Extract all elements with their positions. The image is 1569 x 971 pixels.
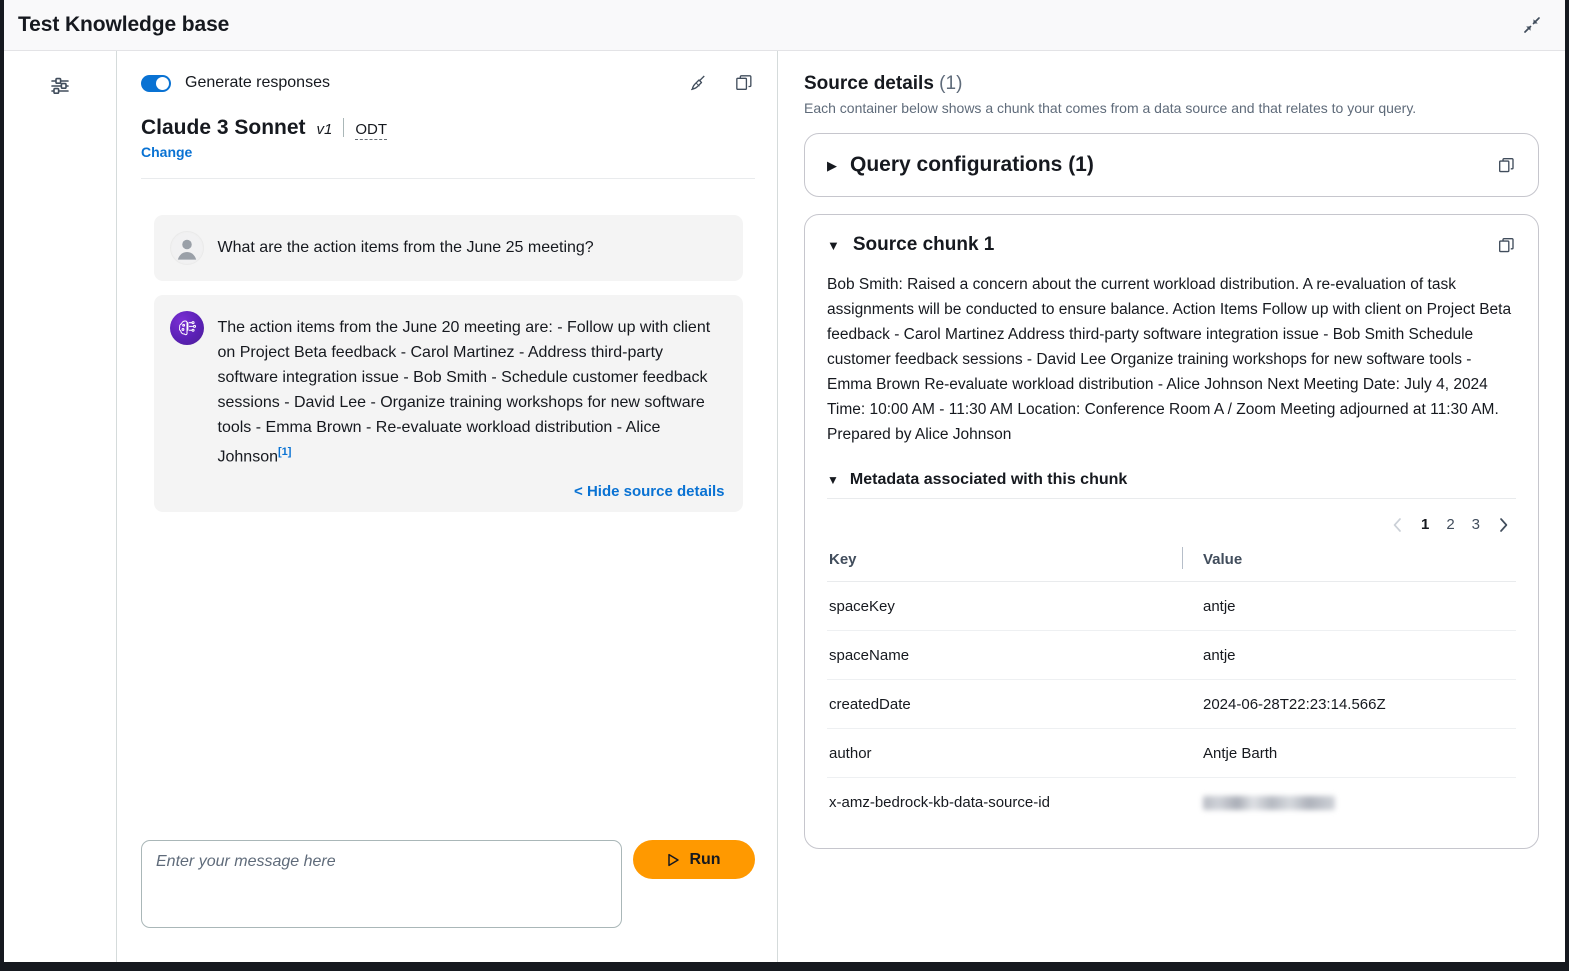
metadata-key: x-amz-bedrock-kb-data-source-id bbox=[829, 794, 1050, 811]
message-input[interactable] bbox=[141, 840, 622, 928]
page-title: Test Knowledge base bbox=[18, 13, 230, 36]
chat-header bbox=[141, 51, 755, 179]
hide-source-details-link[interactable]: < Hide source details bbox=[574, 483, 725, 501]
chevron-left-icon[interactable] bbox=[1391, 517, 1404, 533]
run-button-label: Run bbox=[689, 850, 721, 868]
page-1-button[interactable]: 1 bbox=[1420, 516, 1430, 533]
run-button[interactable] bbox=[633, 840, 755, 879]
metadata-value: antje bbox=[1201, 631, 1516, 680]
main-body bbox=[4, 51, 1565, 962]
generate-responses-label: Generate responses bbox=[185, 74, 330, 91]
ai-brain-avatar-icon bbox=[170, 311, 204, 345]
change-model-link[interactable]: Change bbox=[141, 144, 193, 160]
composer bbox=[141, 834, 755, 962]
metadata-key: spaceName bbox=[827, 631, 1201, 680]
table-row bbox=[827, 680, 1516, 729]
collapse-icon[interactable] bbox=[1519, 12, 1545, 38]
metadata-table bbox=[827, 543, 1516, 826]
metadata-value: antje bbox=[1201, 582, 1516, 631]
metadata-key: createdDate bbox=[827, 680, 1201, 729]
copy-icon[interactable] bbox=[1497, 156, 1516, 175]
message-list bbox=[141, 179, 755, 834]
column-header-key: Key bbox=[827, 543, 1201, 582]
page-2-button[interactable]: 2 bbox=[1446, 516, 1455, 533]
copy-icon[interactable] bbox=[1497, 236, 1516, 255]
collapse-triangle-icon[interactable]: ▼ bbox=[827, 473, 839, 487]
generate-responses-row bbox=[141, 69, 755, 97]
column-header-value: Value bbox=[1201, 543, 1516, 582]
assistant-text-body: The action items from the June 20 meeting are: - Follow up with client on Project Beta feedback - Carol Martinez - Address third-party software integration issue - Bob Smith - Schedule customer feedback sessions - David Lee - Organize training workshops for new software tools - Emma Brown - Re-evaluate workload distribution - Alice Johnson bbox=[217, 319, 711, 466]
model-name: Claude 3 Sonnet bbox=[141, 116, 306, 139]
expand-triangle-icon[interactable]: ▶ bbox=[827, 157, 837, 173]
source-chunk-text: Bob Smith: Raised a concern about the current workload distribution. A re-evaluation of task assignments will be conducted to ensure balance. Action Items Follow up with client on Project Beta feedback - Carol Martinez Address third-party software integration issue - Bob Smith Schedule customer feedback sessions - David Lee Organize training workshops for new software tools - Emma Brown Re-evaluate workload distribution - Alice Johnson Next Meeting Date: July 4, 2024 Time: 10:00 AM - 11:30 AM Location: Conference Room A / Zoom Meeting adjourned at 11:30 AM. Prepared by Alice Johnson bbox=[827, 276, 1512, 443]
metadata-key: spaceKey bbox=[827, 582, 1201, 631]
metadata-value-redacted bbox=[1201, 778, 1516, 827]
play-icon bbox=[667, 853, 680, 867]
assistant-message bbox=[154, 295, 743, 512]
metadata-key: author bbox=[827, 729, 1201, 778]
broom-icon[interactable] bbox=[687, 72, 709, 94]
collapse-triangle-icon[interactable]: ▼ bbox=[827, 237, 840, 253]
table-row bbox=[827, 729, 1516, 778]
source-details-panel bbox=[778, 51, 1565, 962]
metadata-value: 2024-06-28T22:23:14.566Z bbox=[1201, 680, 1516, 729]
table-row bbox=[827, 582, 1516, 631]
source-details-count: (1) bbox=[939, 73, 963, 94]
metadata-value: Antje Barth bbox=[1201, 729, 1516, 778]
divider bbox=[343, 118, 344, 137]
table-row bbox=[827, 778, 1516, 827]
user-message bbox=[154, 215, 743, 281]
chevron-right-icon[interactable] bbox=[1497, 517, 1510, 533]
chat-toolbar bbox=[687, 72, 755, 94]
model-type-badge[interactable]: ODT bbox=[355, 121, 388, 138]
user-message-text: What are the action items from the June 25 meeting? bbox=[217, 239, 594, 256]
toggle-knob bbox=[156, 77, 169, 90]
metadata-section-header bbox=[827, 471, 1516, 499]
page-3-button[interactable]: 3 bbox=[1471, 516, 1480, 533]
metadata-pagination bbox=[827, 499, 1516, 543]
metadata-label[interactable]: Metadata associated with this chunk bbox=[849, 471, 1128, 488]
user-avatar-icon bbox=[170, 231, 204, 265]
table-header-row bbox=[827, 543, 1516, 582]
redacted-value bbox=[1203, 796, 1335, 810]
assistant-message-text bbox=[218, 311, 725, 469]
left-rail bbox=[4, 51, 117, 962]
source-details-title-text: Source details bbox=[804, 73, 934, 94]
copy-icon[interactable] bbox=[733, 72, 755, 94]
model-version: v1 bbox=[316, 121, 333, 138]
query-configurations-card bbox=[804, 133, 1539, 197]
window-header bbox=[4, 0, 1565, 51]
model-row bbox=[141, 115, 755, 140]
source-chunk-card bbox=[804, 214, 1539, 849]
sliders-icon[interactable] bbox=[45, 71, 75, 101]
chat-panel bbox=[117, 51, 778, 962]
table-row bbox=[827, 631, 1516, 680]
source-details-description: Each container below shows a chunk that comes from a data source and that relates to your query. bbox=[804, 100, 1417, 116]
query-configurations-label[interactable]: Query configurations (1) bbox=[850, 153, 1094, 176]
citation-link[interactable]: [1] bbox=[278, 446, 292, 458]
generate-responses-toggle[interactable] bbox=[141, 75, 171, 92]
source-details-title bbox=[804, 73, 1539, 95]
source-chunk-label[interactable]: Source chunk 1 bbox=[852, 234, 995, 255]
